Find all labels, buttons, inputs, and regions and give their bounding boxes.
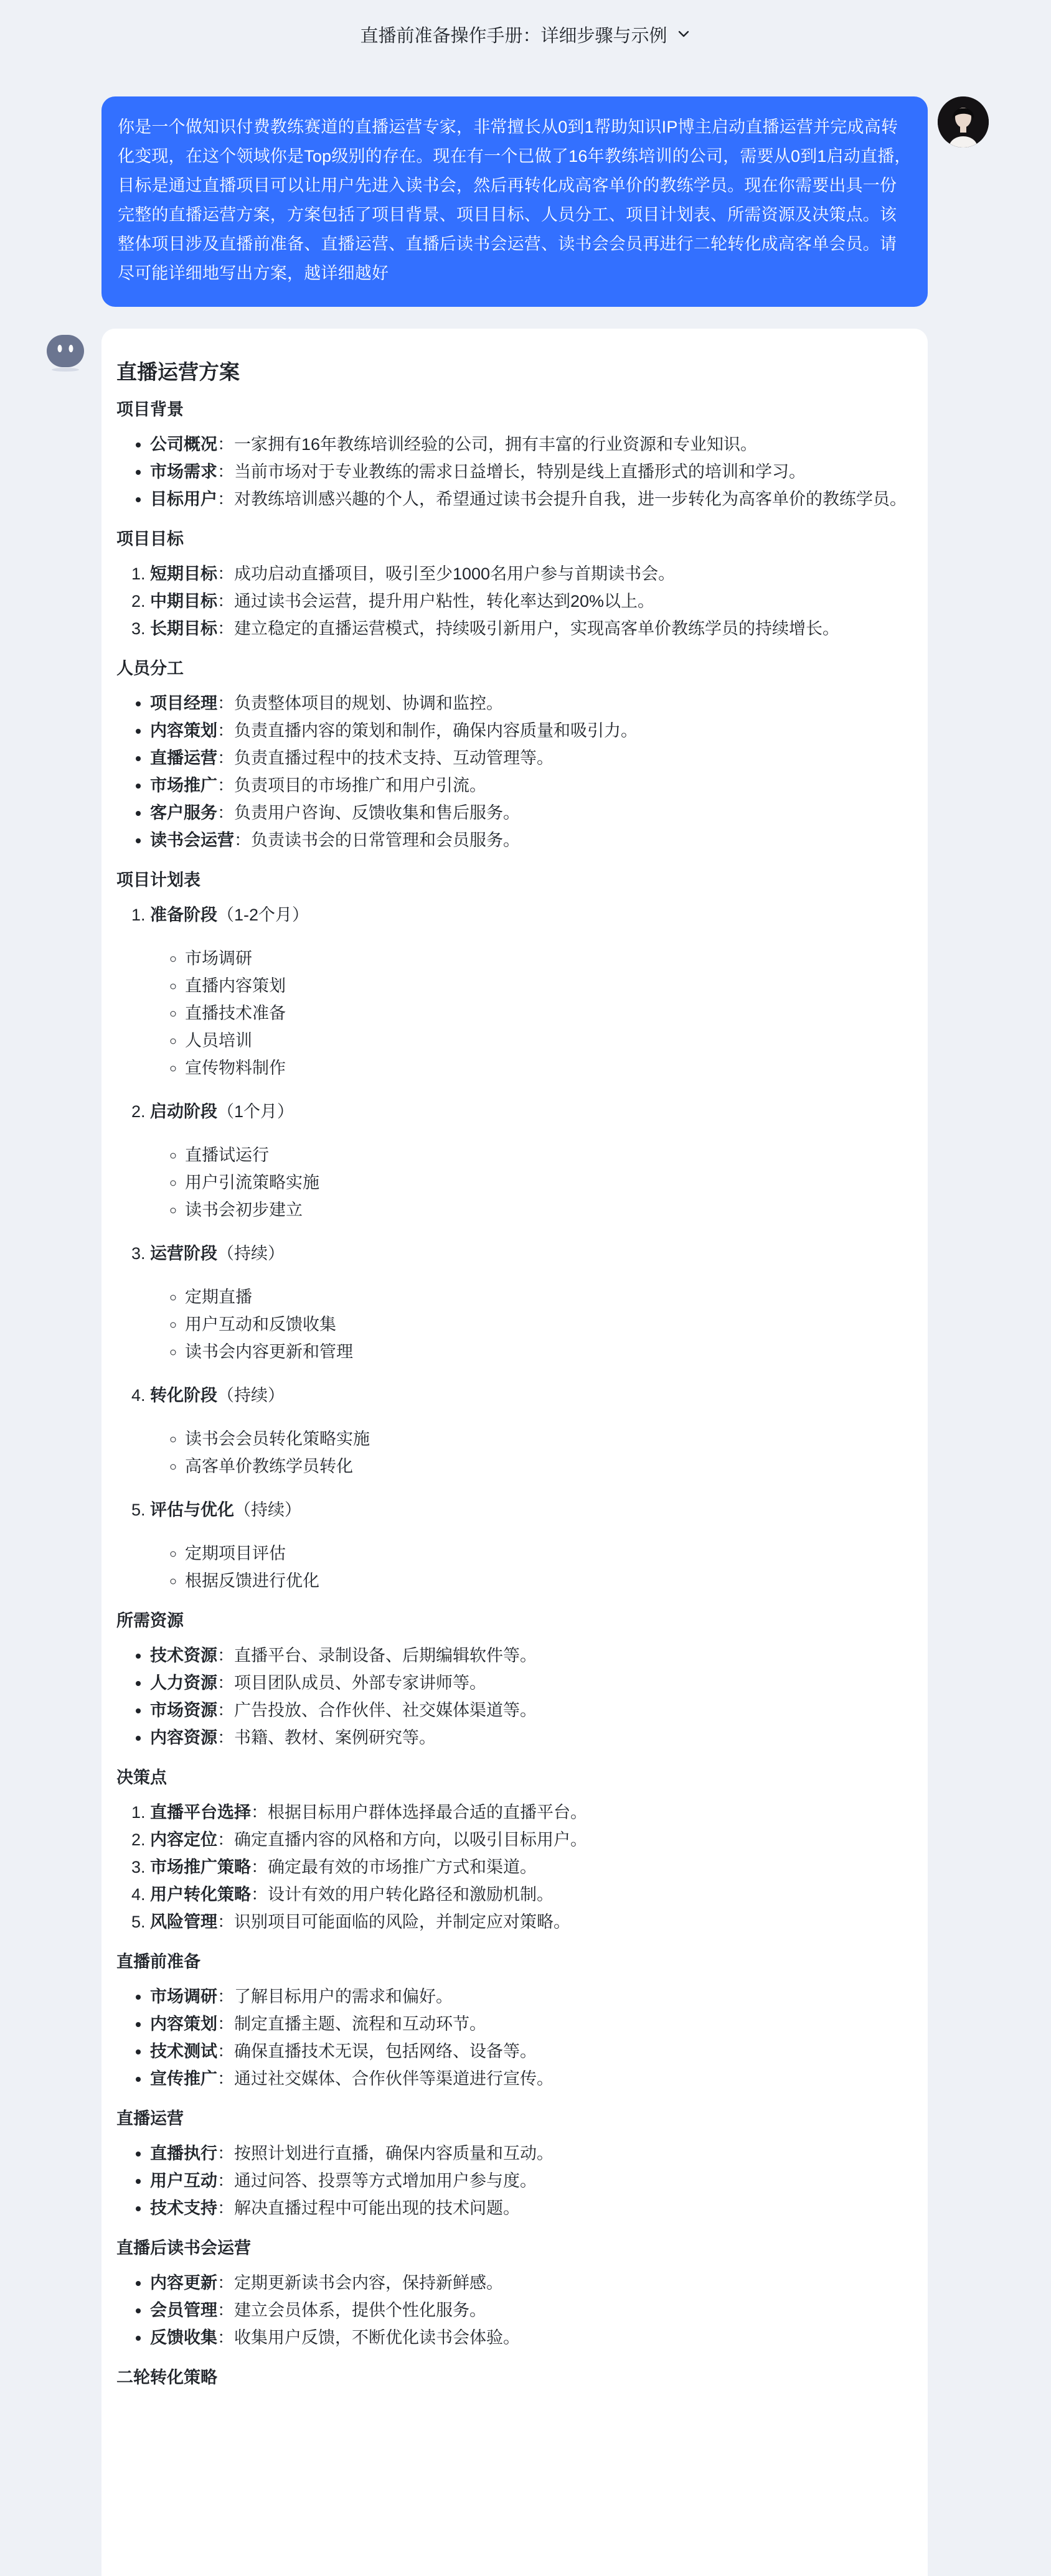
list-item: ◦ 定期直播 [185,1283,910,1311]
list-item: • 人力资源：项目团队成员、外部专家讲师等。 [150,1669,910,1697]
phase-task-list [150,945,910,1082]
goals-list [116,560,910,642]
list-item: • 市场资源：广告投放、合作伙伴、社交媒体渠道等。 [150,1697,910,1724]
list-item: • 直播执行：按照计划进行直播，确保内容质量和互动。 [150,2140,910,2167]
section-heading-resources: 所需资源 [116,1611,184,1630]
list-item: • 公司概况：一家拥有16年教练培训经验的公司，拥有丰富的行业资源和专业知识。 [150,431,910,458]
phase-task-list [150,1141,910,1224]
user-message-text: 你是一个做知识付费教练赛道的直播运营专家，非常擅长从0到1帮助知识IP博主启动直播运营并完成高转化变现，在这个领域你是Top级别的存在。现在有一个已做了16年教练培训的公司，需要从0到1启动直播，目标是通过直播项目可以让用户先进入读书会，然后再转化成高客单价的教练学员。现在你需要出具一份完整的直播运营方案，方案包括了项目背景、项目目标、人员分工、项目计划表、所需资源及决策点。该整体项目涉及直播前准备、直播运营、直播后读书会运营、读书会会员再进行二轮转化成高客单会员。请尽可能详细地写出方案，越详细越好 [118,118,912,283]
phase-task-list [150,1425,910,1480]
section-heading-live-ops: 直播运营 [116,2109,184,2128]
background-list [116,431,910,513]
list-item: 1. 短期目标：成功启动直播项目，吸引至少1000名用户参与首期读书会。 [150,560,910,588]
list-item: • 内容策划：制定直播主题、流程和互动环节。 [150,2010,910,2038]
plan-phase-list [116,901,910,1595]
list-item: • 会员管理：建立会员体系，提供个性化服务。 [150,2297,910,2324]
plan-phase: 4. 转化阶段（持续） ◦ 读书会会员转化策略实施 ◦ 高客单价教练学员转化 [150,1382,910,1480]
list-item: ◦ 直播内容策划 [185,972,910,1000]
list-item: • 技术测试：确保直播技术无误，包括网络、设备等。 [150,2038,910,2065]
section-heading-post-live: 直播后读书会运营 [116,2239,251,2257]
user-avatar-image [938,96,989,148]
section-heading-decisions: 决策点 [116,1768,167,1787]
top-bar [0,0,1051,68]
list-item: ◦ 读书会内容更新和管理 [185,1338,910,1365]
list-item: • 技术支持：解决直播过程中可能出现的技术问题。 [150,2194,910,2222]
list-item: 4. 用户转化策略：设计有效的用户转化路径和激励机制。 [150,1881,910,1908]
list-item: • 直播运营：负责直播过程中的技术支持、互动管理等。 [150,744,910,772]
pre-live-list [116,1983,910,2092]
plan-phase: 3. 运营阶段（持续） ◦ 定期直播 ◦ 用户互动和反馈收集 ◦ 读书会内容更新和管理 [150,1240,910,1365]
section-heading-background: 项目背景 [116,400,184,419]
user-message-bubble [101,96,928,307]
user-message [101,96,928,307]
chevron-down-icon [676,27,691,42]
list-item: 2. 中期目标：通过读书会运营，提升用户粘性，转化率达到20%以上。 [150,588,910,615]
list-item: ◦ 直播技术准备 [185,1000,910,1027]
list-item: • 技术资源：直播平台、录制设备、后期编辑软件等。 [150,1642,910,1669]
section-heading-second-round: 二轮转化策略 [116,2368,217,2387]
list-item: 2. 内容定位：确定直播内容的风格和方向，以吸引目标用户。 [150,1826,910,1853]
section-heading-plan: 项目计划表 [116,871,200,889]
section-heading-roles: 人员分工 [116,659,184,678]
plan-phase: 1. 准备阶段（1-2个月） ◦ 市场调研 ◦ 直播内容策划 ◦ 直播技术准备 ◦ 人员培训 ◦ 宣传物料制作 [150,901,910,1082]
list-item: ◦ 直播试运行 [185,1141,910,1169]
conversation-title: 直播前准备操作手册：详细步骤与示例 [360,26,667,46]
assistant-response-card [101,329,928,2576]
list-item: • 市场调研：了解目标用户的需求和偏好。 [150,1983,910,2010]
list-item: • 内容策划：负责直播内容的策划和制作，确保内容质量和吸引力。 [150,717,910,744]
decisions-list [116,1799,910,1936]
phase-task-list [150,1283,910,1365]
live-ops-list [116,2140,910,2222]
list-item: ◦ 用户互动和反馈收集 [185,1311,910,1338]
list-item: 3. 长期目标：建立稳定的直播运营模式，持续吸引新用户，实现高客单价教练学员的持续增长。 [150,615,910,642]
answer-title: 直播运营方案 [116,360,240,383]
roles-list [116,690,910,854]
list-item: ◦ 人员培训 [185,1027,910,1054]
list-item: • 项目经理：负责整体项目的规划、协调和监控。 [150,690,910,717]
assistant-avatar [44,330,87,373]
list-item: 3. 市场推广策略：确定最有效的市场推广方式和渠道。 [150,1853,910,1881]
list-item: • 内容资源：书籍、教材、案例研究等。 [150,1724,910,1751]
list-item: ◦ 定期项目评估 [185,1540,910,1567]
list-item: • 市场需求：当前市场对于专业教练的需求日益增长，特别是线上直播形式的培训和学习。 [150,458,910,485]
list-item: • 宣传推广：通过社交媒体、合作伙伴等渠道进行宣传。 [150,2065,910,2092]
list-item: ◦ 高客单价教练学员转化 [185,1453,910,1480]
plan-phase: 5. 评估与优化（持续） ◦ 定期项目评估 ◦ 根据反馈进行优化 [150,1496,910,1595]
list-item: ◦ 读书会会员转化策略实施 [185,1425,910,1453]
resources-list [116,1642,910,1751]
list-item: 5. 风险管理：识别项目可能面临的风险，并制定应对策略。 [150,1908,910,1936]
list-item: • 用户互动：通过问答、投票等方式增加用户参与度。 [150,2167,910,2194]
assistant-bot-icon [44,330,87,373]
section-heading-pre-live: 直播前准备 [116,1952,200,1971]
list-item: ◦ 根据反馈进行优化 [185,1567,910,1595]
list-item: • 客户服务：负责用户咨询、反馈收集和售后服务。 [150,799,910,827]
list-item: 1. 直播平台选择：根据目标用户群体选择最合适的直播平台。 [150,1799,910,1826]
conversation-title-dropdown[interactable] [360,22,690,47]
list-item: • 读书会运营：负责读书会的日常管理和会员服务。 [150,827,910,854]
list-item: • 内容更新：定期更新读书会内容，保持新鲜感。 [150,2269,910,2297]
list-item: • 目标用户：对教练培训感兴趣的个人，希望通过读书会提升自我，进一步转化为高客单价的教练学员。 [150,485,910,513]
plan-phase: 2. 启动阶段（1个月） ◦ 直播试运行 ◦ 用户引流策略实施 ◦ 读书会初步建立 [150,1098,910,1224]
list-item: ◦ 读书会初步建立 [185,1196,910,1224]
section-heading-goals: 项目目标 [116,530,184,548]
list-item: • 反馈收集：收集用户反馈，不断优化读书会体验。 [150,2324,910,2351]
post-live-list [116,2269,910,2351]
phase-task-list [150,1540,910,1595]
list-item: • 市场推广：负责项目的市场推广和用户引流。 [150,772,910,799]
list-item: ◦ 市场调研 [185,945,910,972]
user-avatar[interactable] [938,96,989,148]
list-item: ◦ 用户引流策略实施 [185,1169,910,1196]
list-item: ◦ 宣传物料制作 [185,1054,910,1082]
